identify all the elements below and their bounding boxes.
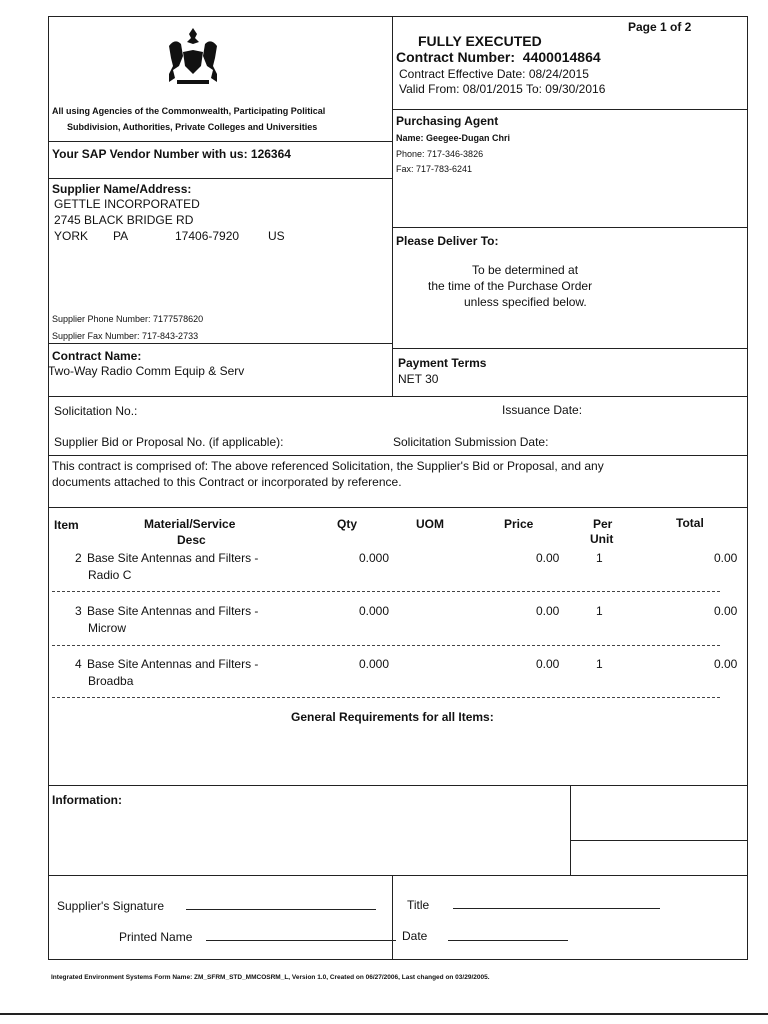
commonwealth-seal xyxy=(165,26,221,93)
comprised-line-2: documents attached to this Contract or incorporated by reference. xyxy=(52,475,402,489)
deliver-line-2: the time of the Purchase Order xyxy=(428,279,593,293)
deliver-title: Please Deliver To: xyxy=(396,234,499,248)
col-unit: Unit xyxy=(590,532,614,546)
col-uom: UOM xyxy=(416,517,444,531)
contract-name-value: Two-Way Radio Comm Equip & Serv xyxy=(48,364,245,378)
printed-name-label: Printed Name xyxy=(119,930,193,944)
deliver-line-1: To be determined at xyxy=(472,263,579,277)
col-total: Total xyxy=(676,516,704,530)
contract-number-label: Contract Number: xyxy=(396,49,516,65)
agent-name: Name: Geegee-Dugan Chri xyxy=(396,133,511,143)
table-cell-desc2: Radio C xyxy=(88,568,132,582)
table-cell-desc1: Base Site Antennas and Filters - xyxy=(87,657,259,671)
col-desc-2: Desc xyxy=(177,533,206,547)
table-cell-total: 0.00 xyxy=(714,551,738,565)
supplier-name: GETTLE INCORPORATED xyxy=(54,197,200,211)
deliver-line-3: unless specified below. xyxy=(464,295,587,309)
contract-number: 4400014864 xyxy=(522,49,601,65)
table-cell-per: 1 xyxy=(596,604,603,618)
vendor-number: Your SAP Vendor Number with us: 126364 xyxy=(52,147,291,161)
table-cell-price: 0.00 xyxy=(536,604,560,618)
table-cell-price: 0.00 xyxy=(536,551,560,565)
table-cell-per: 1 xyxy=(596,551,603,565)
agencies-line-2: Subdivision, Authorities, Private Colleges and Universities xyxy=(67,122,318,132)
form-footer: Integrated Environment Systems Form Name: ZM_SFRM_STD_MMCOSRM_L, Version 1.0, Created on 06/27/2006, Last changed on 03/29/2005. xyxy=(51,974,490,981)
supplier-country: US xyxy=(268,229,285,243)
table-cell-total: 0.00 xyxy=(714,657,738,671)
contract-name-label: Contract Name: xyxy=(52,349,142,363)
comprised-line-1: This contract is comprised of: The above referenced Solicitation, the Supplier's Bid or Proposal, and any xyxy=(52,459,604,473)
information-label: Information: xyxy=(52,793,122,807)
table-cell-item: 4 xyxy=(75,657,82,671)
col-per: Per xyxy=(593,517,613,531)
signature-line[interactable] xyxy=(186,909,376,910)
table-cell-desc2: Broadba xyxy=(88,674,134,688)
supplier-title: Supplier Name/Address: xyxy=(52,182,192,196)
agent-fax: Fax: 717-783-6241 xyxy=(396,164,473,174)
table-cell-desc1: Base Site Antennas and Filters - xyxy=(87,551,259,565)
table-cell-desc2: Microw xyxy=(88,621,126,635)
effective-date: Contract Effective Date: 08/24/2015 xyxy=(399,67,589,81)
table-cell-total: 0.00 xyxy=(714,604,738,618)
date-line[interactable] xyxy=(448,940,568,941)
table-cell-qty: 0.000 xyxy=(359,551,390,565)
supplier-zip: 17406-7920 xyxy=(175,229,240,243)
agent-phone: Phone: 717-346-3826 xyxy=(396,149,484,159)
issuance-date: Issuance Date: xyxy=(502,403,583,417)
col-desc: Material/Service xyxy=(144,517,236,531)
supplier-state: PA xyxy=(113,229,129,243)
page-indicator: Page 1 of 2 xyxy=(628,20,692,34)
supplier-city: YORK xyxy=(54,229,89,243)
date-label: Date xyxy=(402,929,428,943)
printed-name-line[interactable] xyxy=(206,940,396,941)
supplier-phone: Supplier Phone Number: 7177578620 xyxy=(52,314,204,324)
col-price: Price xyxy=(504,517,534,531)
agent-title: Purchasing Agent xyxy=(396,114,499,128)
general-requirements: General Requirements for all Items: xyxy=(291,710,494,724)
col-qty: Qty xyxy=(337,517,358,531)
col-item: Item xyxy=(54,518,79,532)
contract-number-line xyxy=(396,49,601,65)
table-cell-qty: 0.000 xyxy=(359,657,390,671)
supplier-street: 2745 BLACK BRIDGE RD xyxy=(54,213,194,227)
supplier-fax: Supplier Fax Number: 717-843-2733 xyxy=(52,331,199,341)
solicitation-no: Solicitation No.: xyxy=(54,404,138,418)
table-cell-price: 0.00 xyxy=(536,657,560,671)
payment-terms-label: Payment Terms xyxy=(398,356,487,370)
table-cell-per: 1 xyxy=(596,657,603,671)
payment-terms-value: NET 30 xyxy=(398,372,439,386)
table-cell-item: 3 xyxy=(75,604,82,618)
title-label: Title xyxy=(407,898,430,912)
table-cell-item: 2 xyxy=(75,551,82,565)
table-cell-qty: 0.000 xyxy=(359,604,390,618)
valid-dates: Valid From: 08/01/2015 To: 09/30/2016 xyxy=(399,82,606,96)
signature-label: Supplier's Signature xyxy=(57,899,165,913)
status-heading: FULLY EXECUTED xyxy=(418,33,542,49)
submission-date: Solicitation Submission Date: xyxy=(393,435,549,449)
bid-no: Supplier Bid or Proposal No. (if applicable): xyxy=(54,435,284,449)
agencies-line-1: All using Agencies of the Commonwealth, Participating Political xyxy=(52,106,326,116)
table-cell-desc1: Base Site Antennas and Filters - xyxy=(87,604,259,618)
title-line[interactable] xyxy=(453,908,660,909)
